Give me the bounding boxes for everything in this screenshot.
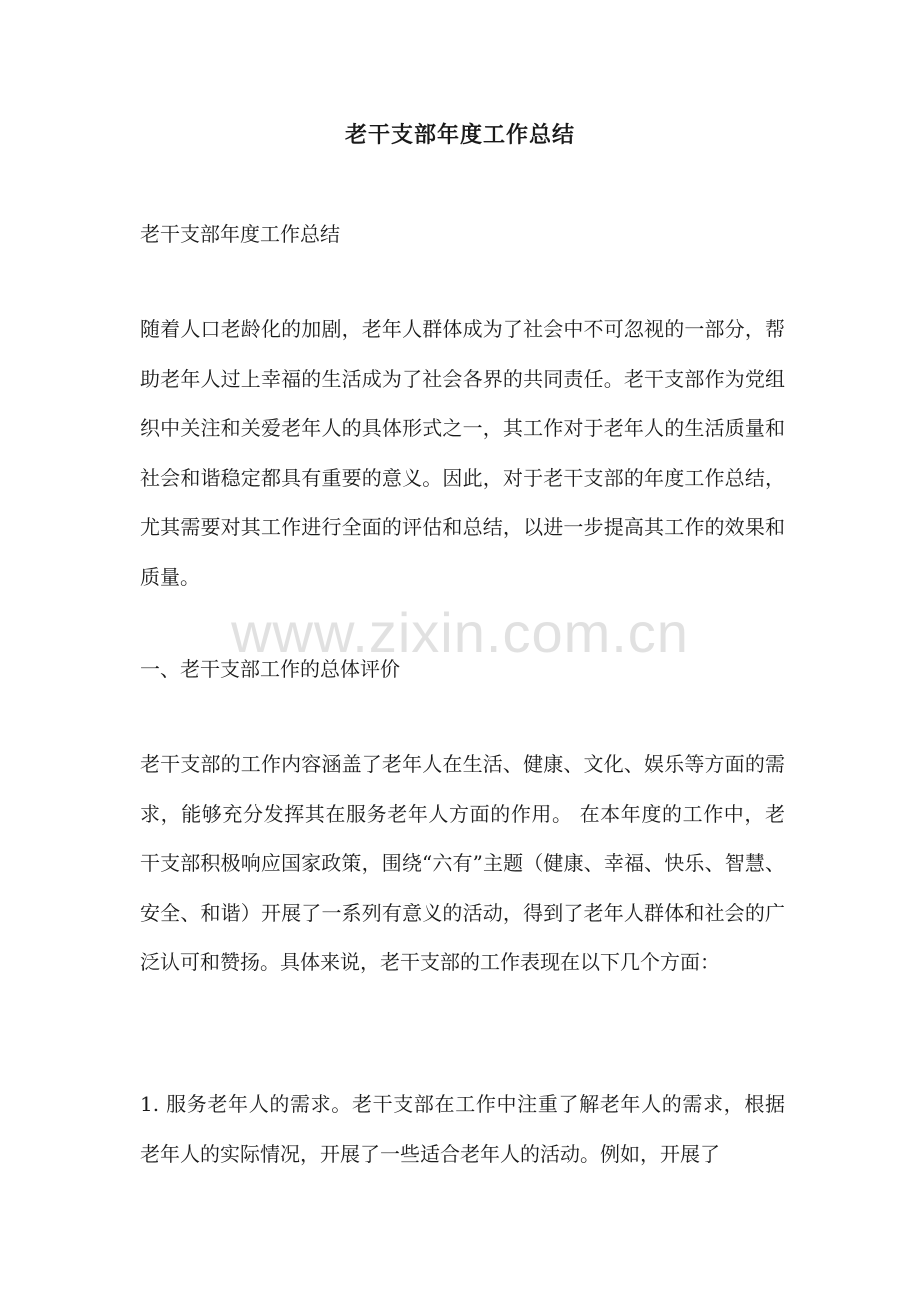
section-paragraph: 老干支部的工作内容涵盖了老年人在生活、健康、文化、娱乐等方面的需求，能够充分发挥其在服务老年人方面的作用。 在本年度的工作中，老干支部积极响应国家政策，围绕“六有”主题（健康、幸福、快乐、智慧、安全、和谐）开展了一系列有意义的活动，得到了老年人群体和社会的广泛认可和赞扬。具体来说，老干支部的工作表现在以下几个方面： [140,752,785,974]
list-item-paragraph: 1. 服务老年人的需求。老干支部在工作中注重了解老年人的需求，根据老年人的实际情况，开展了一些适合老年人的活动。例如，开展了 [140,1092,785,1166]
intro-paragraph: 随着人口老龄化的加剧，老年人群体成为了社会中不可忽视的一部分，帮助老年人过上幸福的生活成为了社会各界的共同责任。老干支部作为党组织中关注和关爱老年人的具体形式之一，其工作对于老年人的生活质量和社会和谐稳定都具有重要的意义。因此，对于老干支部的年度工作总结，尤其需要对其工作进行全面的评估和总结，以进一步提高其工作的效果和质量。 [140,317,785,589]
watermark: www.zixin.com.cn [231,601,689,664]
section-heading: 一、老干支部工作的总体评价 [140,657,400,681]
document-subtitle: 老干支部年度工作总结 [140,222,340,246]
document-title: 老干支部年度工作总结 [344,122,575,148]
